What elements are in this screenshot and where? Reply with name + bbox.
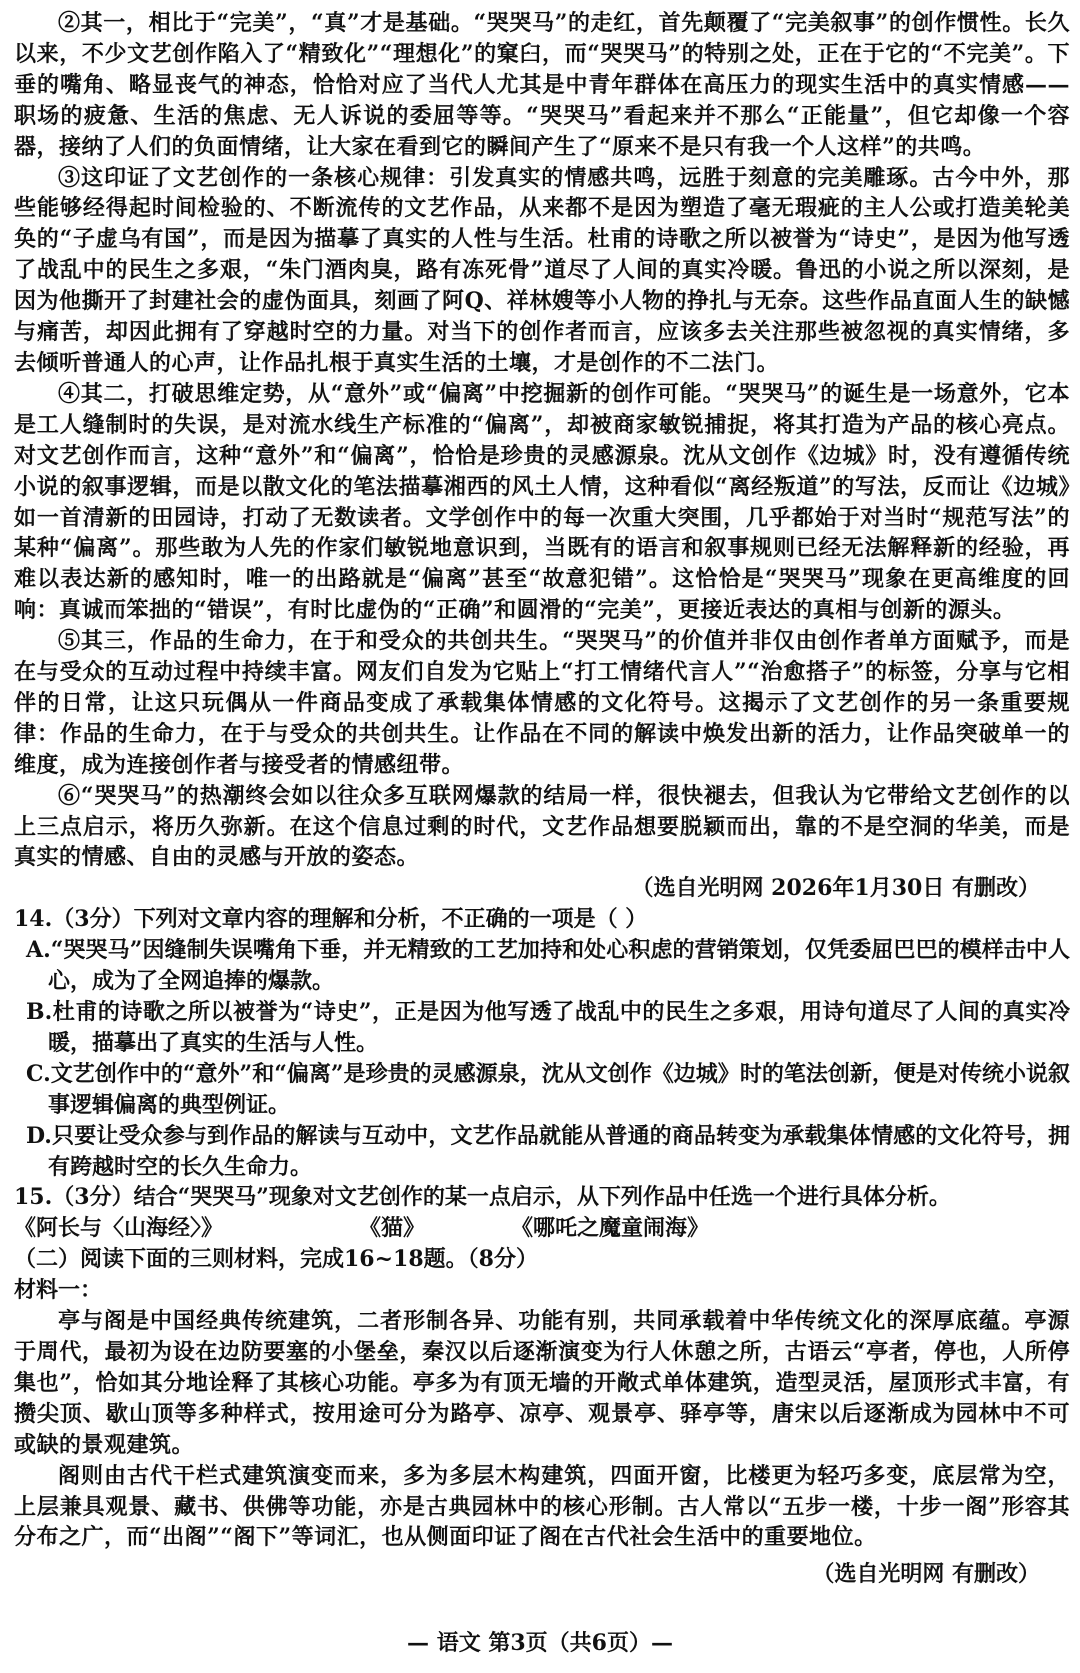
material-1-paragraph-1: 亭与阁是中国经典传统建筑，二者形制各异、功能有别，共同承载着中华传统文化的深厚底蕴。亭源于周代，最初为设在边防要塞的小堡垒，秦汉以后逐渐演变为行人休憩之所，古语云“亭者，停也，人所停集也”，恰如其分地诠释了其核心功能。亭多为有顶无墙的开敞式单体建筑，造型灵活，屋顶形式丰富，有攒尖顶、歇山顶等多种样式，按用途可分为路亭、凉亭、观景亭、驿亭等，唐宋以后逐渐成为园林中不可或缺的景观建筑。	[14, 1308, 1070, 1458]
passage-paragraph-2: ②其一，相比于“完美”，“真”才是基础。“哭哭马”的走红，首先颠覆了“完美叙事”的创作惯性。长久以来，不少文艺创作陷入了“精致化”“理想化”的窠臼，而“哭哭马”的特别之处，正在于它的“不完美”。下垂的嘴角、略显丧气的神态，恰恰对应了当代人尤其是中青年群体在高压力的现实生活中的真实情感——职场的疲惫、生活的焦虑、无人诉说的委屈等等。“哭哭马”看起来并不那么“正能量”，但它却像一个容器，接纳了人们的负面情绪，让大家在看到它的瞬间产生了“原来不是只有我一个人这样”的共鸣。	[14, 10, 1070, 160]
passage-source: （选自光明网 2026年1月30日 有删改）	[631, 875, 1040, 902]
material-1-paragraph-2: 阁则由古代干栏式建筑演变而来，多为多层木构建筑，四面开窗，比楼更为轻巧多变，底层常为空，上层兼具观景、藏书、供佛等功能，亦是古典园林中的核心形制。古人常以“五步一楼，十步一阁”形容其分布之广，而“出阁”“阁下”等词汇，也从侧面印证了阁在古代社会生活中的重要地位。	[14, 1462, 1070, 1551]
work-nezha: 《哪吒之魔童闹海》	[511, 1215, 710, 1242]
question-14-option-d: D.只要让受众参与到作品的解读与互动中，文艺作品就能从普通的商品转变为承载集体情感的文化符号，拥有跨越时空的长久生命力。	[26, 1122, 1070, 1180]
question-14-option-a: A.“哭哭马”因缝制失误嘴角下垂，并无精致的工艺加持和处心积虑的营销策划，仅凭委屈巴巴的模样击中人心，成为了全网追捧的爆款。	[26, 937, 1070, 995]
passage-paragraph-5: ⑤其三，作品的生命力，在于和受众的共创共生。“哭哭马”的价值并非仅由创作者单方面赋予，而是在与受众的互动过程中持续丰富。网友们自发为它贴上“打工情绪代言人”“治愈搭子”的标签，分享与它相伴的日常，让这只玩偶从一件商品变成了承载集体情感的文化符号。这揭示了文艺创作的另一条重要规律：作品的生命力，在于与受众的共创共生。让作品在不同的解读中焕发出新的活力，让作品突破单一的维度，成为连接创作者与接受者的情感纽带。	[14, 628, 1070, 778]
page-footer: — 语文 第3页（共6页）—	[407, 1630, 673, 1656]
question-14-option-c: C.文艺创作中的“意外”和“偏离”是珍贵的灵感源泉，沈从文创作《边城》时的笔法创新，便是对传统小说叙事逻辑偏离的典型例证。	[26, 1060, 1070, 1118]
passage-paragraph-4: ④其二，打破思维定势，从“意外”或“偏离”中挖掘新的创作可能。“哭哭马”的诞生是一场意外，它本是工人缝制时的失误，是对流水线生产标准的“偏离”，却被商家敏锐捕捉，将其打造为产品的核心亮点。对文艺创作而言，这种“意外”和“偏离”，恰恰是珍贵的灵感源泉。沈从文创作《边城》时，没有遵循传统小说的叙事逻辑，而是以散文化的笔法描摹湘西的风土人情，这种看似“离经叛道”的写法，反而让《边城》如一首清新的田园诗，打动了无数读者。文学创作中的每一次重大突围，几乎都始于对当时“规范写法”的某种“偏离”。那些敢为人先的作家们敏锐地意识到，当既有的语言和叙事规则已经无法解释新的经验，再难以表达新的感知时，唯一的出路就是“偏离”甚至“故意犯错”。这恰恰是“哭哭马”现象在更高维度的回响：真诚而笨拙的“错误”，有时比虚伪的“正确”和圆滑的“完美”，更接近表达的真相与创新的源头。	[14, 380, 1070, 624]
work-ah-chang: 《阿长与〈山海经〉》	[14, 1215, 224, 1242]
material-1-label: 材料一：	[14, 1277, 103, 1304]
material-1-source: （选自光明网 有删改）	[812, 1561, 1040, 1588]
passage-paragraph-3: ③这印证了文艺创作的一条核心规律：引发真实的情感共鸣，远胜于刻意的完美雕琢。古今中外，那些能够经得起时间检验的、不断流传的文艺作品，从来都不是因为塑造了毫无瑕疵的主人公或打造美轮美奂的“子虚乌有国”，而是因为描摹了真实的人性与生活。杜甫的诗歌之所以被誉为“诗史”，是因为他写透了战乱中的民生之多艰，“朱门酒肉臭，路有冻死骨”道尽了人间的真实冷暖。鲁迅的小说之所以深刻，是因为他撕开了封建社会的虚伪面具，刻画了阿Q、祥林嫂等小人物的挣扎与无奈。这些作品直面人生的缺憾与痛苦，却因此拥有了穿越时空的力量。对当下的创作者而言，应该多去关注那些被忽视的真实情绪，多去倾听普通人的心声，让作品扎根于真实生活的土壤，才是创作的不二法门。	[14, 164, 1070, 376]
passage-paragraph-6: ⑥“哭哭马”的热潮终会如以往众多互联网爆款的结局一样，很快褪去，但我认为它带给文艺创作的以上三点启示，将历久弥新。在这个信息过剩的时代，文艺作品想要脱颖而出，靠的不是空洞的华美，而是真实的情感、自由的灵感与开放的姿态。	[14, 782, 1070, 871]
question-15-works	[14, 1213, 1070, 1244]
question-14-stem: 14.（3分）下列对文章内容的理解和分析，不正确的一项是（ ）	[14, 906, 648, 933]
work-cat: 《猫》	[359, 1215, 426, 1242]
question-14-option-b: B.杜甫的诗歌之所以被誉为“诗史”，正是因为他写透了战乱中的民生之多艰，用诗句道尽了人间的真实冷暖，描摹出了真实的生活与人性。	[26, 999, 1070, 1056]
question-15-stem: 15.（3分）结合“哭哭马”现象对文艺创作的某一点启示，从下列作品中任选一个进行具体分析。	[14, 1184, 951, 1211]
section-2-heading: （二）阅读下面的三则材料，完成16~18题。（8分）	[14, 1246, 538, 1273]
